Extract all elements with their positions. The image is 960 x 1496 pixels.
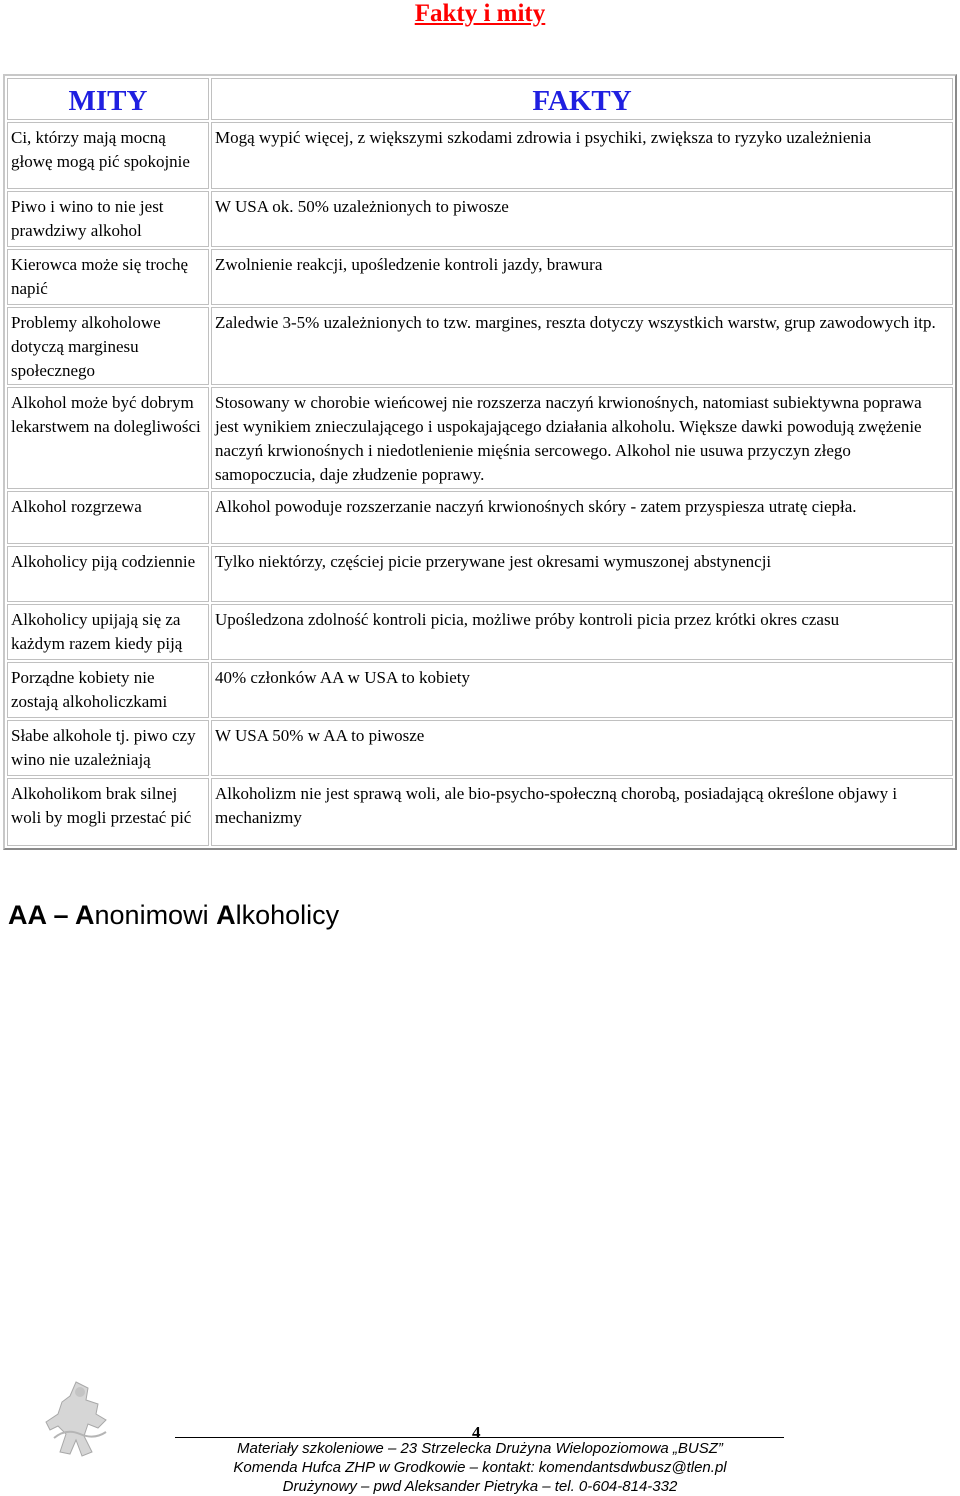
myth-cell: Słabe alkohole tj. piwo czy wino nie uzależniają [7,720,209,776]
fact-cell: Alkohol powoduje rozszerzanie naczyń krwionośnych skóry - zatem przyspiesza utratę ciepła. [211,491,953,544]
fact-cell: Tylko niektórzy, częściej picie przerywane jest okresami wymuszonej abstynencji [211,546,953,602]
table-row [7,662,953,718]
myth-cell: Alkoholicy upijają się za każdym razem kiedy piją [7,604,209,660]
footer-line-3: Drużynowy – pwd Aleksander Pietryka – tel. 0-604-814-332 [282,1478,678,1495]
myth-cell: Piwo i wino to nie jest prawdziwy alkohol [7,191,209,247]
fact-cell: Alkoholizm nie jest sprawą woli, ale bio-psycho-społeczną chorobą, posiadającą określone objawy i mechanizmy [211,778,953,846]
fact-cell: Zaledwie 3-5% uzależnionych to tzw. margines, reszta dotyczy wszystkich warstw, grup zawodowych itp. [211,307,953,385]
myth-cell: Porządne kobiety nie zostają alkoholiczkami [7,662,209,718]
table-row [7,307,953,385]
fact-cell: 40% członków AA w USA to kobiety [211,662,953,718]
myths-header: MITY [7,78,209,120]
myths-facts-table [3,74,957,850]
fact-cell: Upośledzona zdolność kontroli picia, możliwe próby kontroli picia przez krótki okres czasu [211,604,953,660]
table-row [7,122,953,189]
myth-cell: Alkoholicy piją codziennie [7,546,209,602]
table-row [7,778,953,846]
scout-emblem-icon [36,1378,124,1460]
fact-cell: Mogą wypić więcej, z większymi szkodami zdrowia i psychiki, zwiększa to ryzyko uzależnienia [211,122,953,189]
table-row [7,191,953,247]
fact-cell: Stosowany w chorobie wieńcowej nie rozszerza naczyń krwionośnych, natomiast subiektywna poprawa jest wynikiem znieczulającego i uspokajającego działania alkoholu. Większe dawki powodują zwężenie naczyń krwionośnych i niedotlenienie mięśnia sercowego. Alkohol nie usuwa przyczyn złego samopoczucia, daje złudzenie poprawy. [211,387,953,489]
table-row [7,720,953,776]
myth-cell: Ci, którzy mają mocną głowę mogą pić spokojnie [7,122,209,189]
footer-line-1: Materiały szkoleniowe – 23 Strzelecka Drużyna Wielopoziomowa „BUSZ” [237,1440,723,1457]
myth-cell: Alkohol rozgrzewa [7,491,209,544]
table-row [7,249,953,305]
footer-line-2: Komenda Hufca ZHP w Grodkowie – kontakt: komendantsdwbusz@tlen.pl [233,1459,727,1476]
table-row [7,491,953,544]
myth-cell: Alkoholikom brak silnej woli by mogli przestać pić [7,778,209,846]
facts-header: FAKTY [211,78,953,120]
table-row [7,604,953,660]
page-title: Fakty i mity [414,0,546,27]
myth-cell: Problemy alkoholowe dotyczą marginesu społecznego [7,307,209,385]
table-row [7,546,953,602]
fact-cell: W USA ok. 50% uzależnionych to piwosze [211,191,953,247]
page-number: 4 [472,1423,481,1442]
footer [160,1439,800,1496]
fact-cell: W USA 50% w AA to piwosze [211,720,953,776]
aa-heading: AA – Anonimowi Alkoholicy [8,900,340,930]
table-row [7,387,953,489]
myth-cell: Kierowca może się trochę napić [7,249,209,305]
myth-cell: Alkohol może być dobrym lekarstwem na dolegliwości [7,387,209,489]
footer-divider [175,1437,784,1438]
table-header-row [7,78,953,120]
fact-cell: Zwolnienie reakcji, upośledzenie kontroli jazdy, brawura [211,249,953,305]
